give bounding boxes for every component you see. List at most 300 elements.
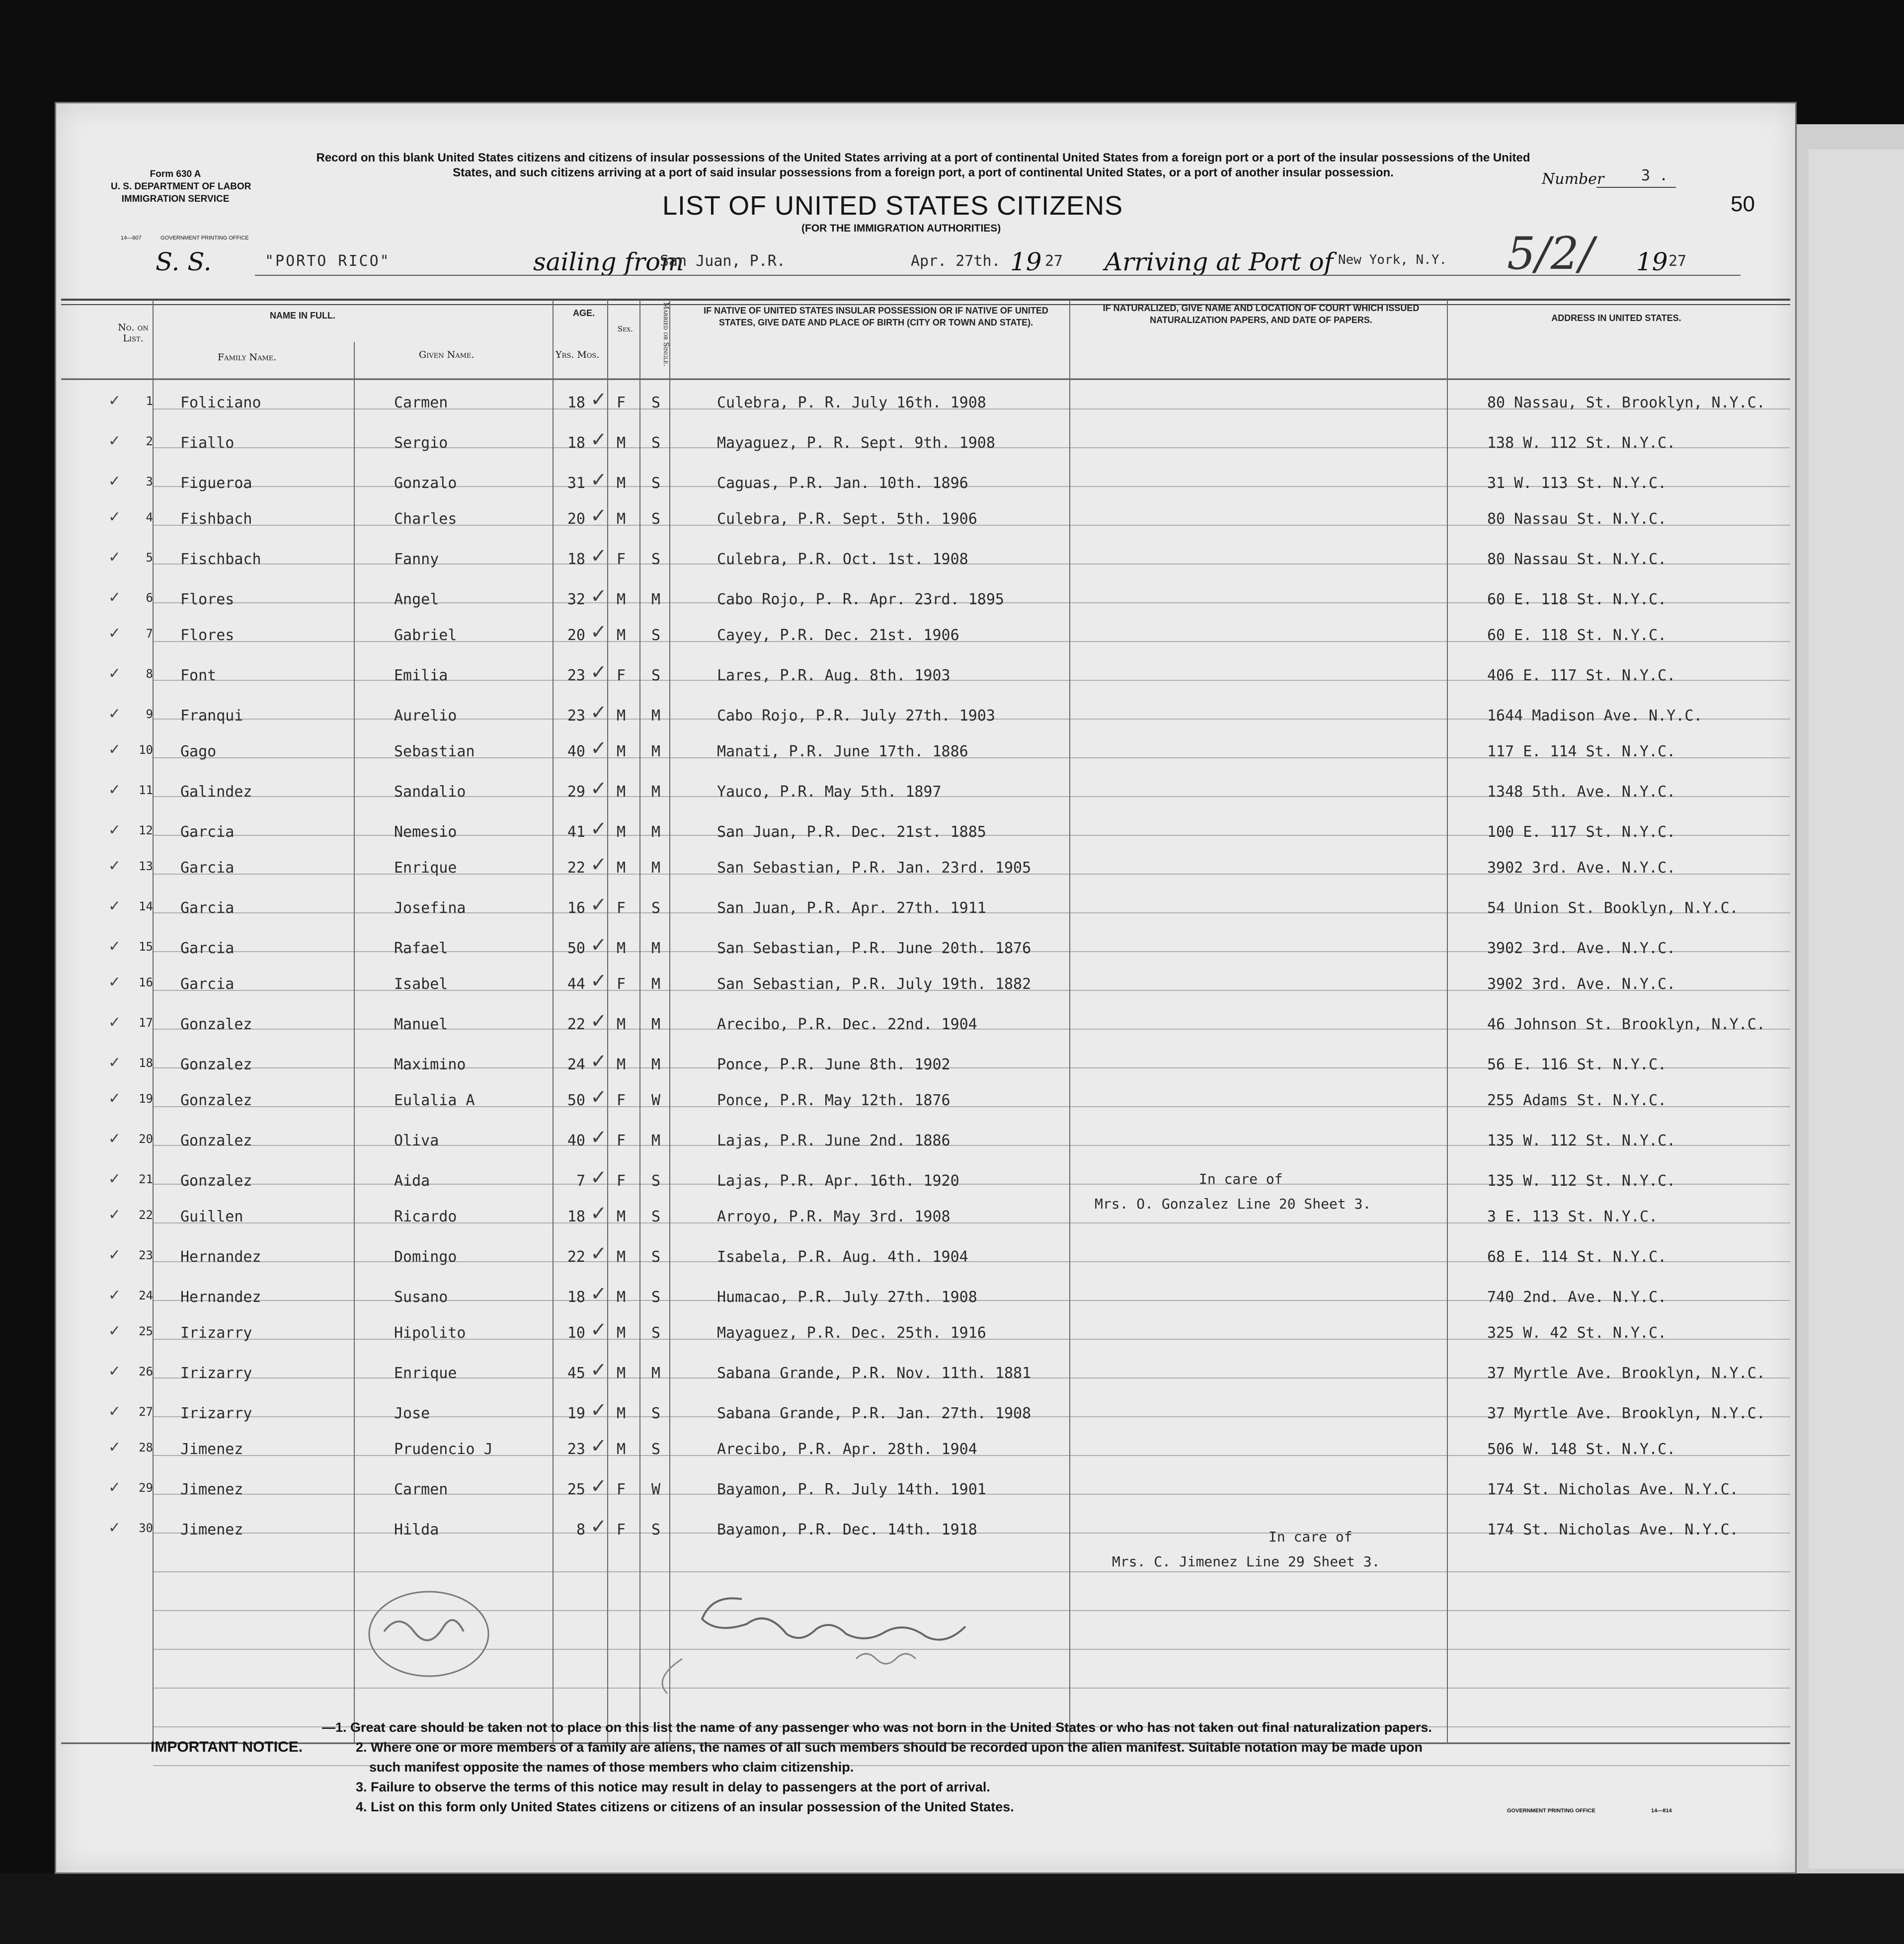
us-address: 56 E. 116 St. N.Y.C. [1487, 1056, 1667, 1073]
marital-status: M [651, 975, 661, 993]
age-check-mark-icon: ✓ [590, 737, 607, 760]
arriving-label: Arriving at Port of [1105, 247, 1334, 276]
row-tick-icon: ✓ [108, 473, 121, 490]
care-note-1-line1: In care of [1199, 1171, 1283, 1187]
age-check-mark-icon: ✓ [590, 853, 607, 876]
table-row [56, 388, 1795, 433]
marital-status: S [651, 1441, 661, 1458]
row-number: 7 [146, 627, 153, 641]
arrival-year: 27 [1668, 252, 1687, 270]
row-tick-icon: ✓ [108, 665, 121, 682]
row-number: 23 [139, 1248, 153, 1262]
form-service: IMMIGRATION SERVICE [121, 194, 230, 204]
record-instructions: Record on this blank United States citizens and citizens of insular possessions of the United States arriving at a port of continental United States from a foreign port or a port of the insular possessions of the United States, and such citizens arriving at a port of said insular possessions from a foreign port, a port of continental United States, or a port of another insular possession. [316, 151, 1530, 179]
given-name: Ricardo [394, 1208, 457, 1225]
row-tick-icon: ✓ [108, 1479, 121, 1496]
departure-port: San Juan, P.R. [660, 252, 786, 270]
age: 19 [567, 1405, 585, 1422]
age-check-mark-icon: ✓ [590, 1202, 607, 1225]
us-address: 3902 3rd. Ave. N.Y.C. [1487, 940, 1676, 957]
table-row [56, 1242, 1795, 1287]
table-row [56, 469, 1795, 513]
us-address: 37 Myrtle Ave. Brooklyn, N.Y.C. [1487, 1405, 1765, 1422]
birth-place-date: Sabana Grande, P.R. Nov. 11th. 1881 [717, 1365, 1031, 1382]
col-given-name: Given Name. [419, 349, 475, 360]
family-name: Hernandez [180, 1248, 261, 1266]
notice-gpo: GOVERNMENT PRINTING OFFICE [1507, 1808, 1595, 1814]
family-name: Franqui [180, 707, 243, 725]
age-check-mark-icon: ✓ [590, 1242, 607, 1265]
row-number: 11 [139, 783, 153, 797]
given-name: Hilda [394, 1521, 439, 1539]
age: 18 [567, 434, 585, 452]
given-name: Carmen [394, 1481, 448, 1498]
given-name: Charles [394, 510, 457, 528]
row-number: 19 [139, 1092, 153, 1106]
birth-place-date: San Sebastian, P.R. July 19th. 1882 [717, 975, 1031, 993]
age: 8 [576, 1521, 585, 1539]
sex: F [617, 1092, 626, 1109]
sex: M [617, 743, 626, 760]
age-check-mark-icon: ✓ [590, 1283, 607, 1305]
age-check-mark-icon: ✓ [590, 934, 607, 957]
age-check-mark-icon: ✓ [590, 817, 607, 840]
us-address: 80 Nassau, St. Brooklyn, N.Y.C. [1487, 394, 1765, 411]
sheet-number-label: Number [1542, 170, 1604, 188]
us-address: 60 E. 118 St. N.Y.C. [1487, 591, 1667, 608]
family-name: Gonzalez [180, 1056, 252, 1073]
marital-status: M [651, 859, 661, 877]
col-family-name: Family Name. [218, 352, 277, 363]
given-name: Emilia [394, 667, 448, 684]
row-tick-icon: ✓ [108, 1439, 121, 1456]
birth-place-date: Bayamon, P. R. July 14th. 1901 [717, 1481, 986, 1498]
family-name: Font [180, 667, 217, 684]
birth-place-date: Humacao, P.R. July 27th. 1908 [717, 1289, 977, 1306]
sex: M [617, 1056, 626, 1073]
family-name: Garcia [180, 823, 235, 841]
family-name: Irizarry [180, 1365, 252, 1382]
scan-bottom-strip [0, 1873, 1904, 1944]
family-name: Garcia [180, 859, 235, 877]
family-name: Flores [180, 591, 235, 608]
row-number: 14 [139, 899, 153, 913]
departure-date: Apr. 27th. [911, 252, 1001, 270]
sex: M [617, 510, 626, 528]
form-number: Form 630 A [150, 169, 201, 179]
family-name: Gonzalez [180, 1092, 252, 1109]
table-row [56, 934, 1795, 978]
row-tick-icon: ✓ [108, 1130, 121, 1147]
us-address: 174 St. Nicholas Ave. N.Y.C. [1487, 1521, 1739, 1539]
passenger-rows [56, 388, 1795, 1636]
row-tick-icon: ✓ [108, 857, 121, 875]
birth-place-date: Lares, P.R. Aug. 8th. 1903 [717, 667, 951, 684]
care-note-2-line1: In care of [1269, 1529, 1352, 1545]
page-edge-right-inner [1809, 149, 1904, 1868]
marital-status: S [651, 475, 661, 492]
us-address: 80 Nassau St. N.Y.C. [1487, 510, 1667, 528]
table-row [56, 1475, 1795, 1520]
age-check-mark-icon: ✓ [590, 1475, 607, 1498]
age-check-mark-icon: ✓ [590, 701, 607, 724]
age-check-mark-icon: ✓ [590, 1318, 607, 1341]
given-name: Maximino [394, 1056, 466, 1073]
birth-place-date: Bayamon, P.R. Dec. 14th. 1918 [717, 1521, 977, 1539]
age: 41 [567, 823, 585, 841]
row-tick-icon: ✓ [108, 821, 121, 839]
table-row [56, 1010, 1795, 1054]
birth-place-date: Culebra, P. R. July 16th. 1908 [717, 394, 986, 411]
col-married-single: Married or Single. [662, 302, 670, 367]
marital-status: S [651, 1172, 661, 1190]
notice-code: 14—814 [1651, 1808, 1672, 1814]
marital-status: S [651, 1324, 661, 1342]
sex: M [617, 707, 626, 725]
table-row [56, 585, 1795, 630]
birth-place-date: Ponce, P.R. June 8th. 1902 [717, 1056, 951, 1073]
table-row [56, 621, 1795, 665]
col-name-in-full: NAME IN FULL. [270, 311, 335, 321]
sex: M [617, 940, 626, 957]
birth-place-date: Lajas, P.R. Apr. 16th. 1920 [717, 1172, 959, 1190]
row-tick-icon: ✓ [108, 392, 121, 409]
age: 22 [567, 1248, 585, 1266]
given-name: Gabriel [394, 627, 457, 644]
sheet-number: 3 . [1641, 167, 1668, 184]
row-number: 17 [139, 1016, 153, 1030]
age: 29 [567, 783, 585, 801]
age: 10 [567, 1324, 585, 1342]
marital-status: S [651, 1405, 661, 1422]
table-row [56, 1359, 1795, 1403]
sex: M [617, 1016, 626, 1033]
marital-status: W [651, 1092, 661, 1109]
age: 23 [567, 667, 585, 684]
row-number: 26 [139, 1365, 153, 1378]
table-row [56, 777, 1795, 822]
marital-status: W [651, 1481, 661, 1498]
family-name: Hernandez [180, 1289, 261, 1306]
departure-year-prefix: 19 [1010, 247, 1042, 276]
birth-place-date: Manati, P.R. June 17th. 1886 [717, 743, 968, 760]
given-name: Eulalia A [394, 1092, 475, 1109]
row-number: 24 [139, 1289, 153, 1302]
col-yrs-mos: Yrs. Mos. [555, 349, 600, 360]
given-name: Isabel [394, 975, 448, 993]
age: 40 [567, 1132, 585, 1149]
family-name: Jimenez [180, 1521, 243, 1539]
birth-place-date: San Sebastian, P.R. June 20th. 1876 [717, 940, 1031, 957]
row-tick-icon: ✓ [108, 1090, 121, 1107]
family-name: Garcia [180, 899, 235, 917]
table-row [56, 504, 1795, 549]
table-row [56, 661, 1795, 706]
row-number: 12 [139, 823, 153, 837]
marital-status: S [651, 510, 661, 528]
marital-status: S [651, 551, 661, 568]
ss-label: S. S. [156, 247, 212, 276]
family-name: Garcia [180, 940, 235, 957]
sex: F [617, 394, 626, 411]
row-number: 20 [139, 1132, 153, 1146]
col-naturalized: IF NATURALIZED, GIVE NAME AND LOCATION OF COURT WHICH ISSUED NATURALIZATION PAPERS, AND DATE OF PAPERS. [1103, 303, 1420, 325]
age-check-mark-icon: ✓ [590, 1050, 607, 1073]
row-tick-icon: ✓ [108, 973, 121, 991]
notice-item-3: 3. Failure to observe the terms of this notice may result in delay to passengers at the port of arrival. [356, 1780, 990, 1794]
age-check-mark-icon: ✓ [590, 1435, 607, 1458]
table-row [56, 1050, 1795, 1095]
row-tick-icon: ✓ [108, 781, 121, 799]
us-address: 3902 3rd. Ave. N.Y.C. [1487, 975, 1676, 993]
marital-status: S [651, 1521, 661, 1539]
marital-status: M [651, 591, 661, 608]
given-name: Prudencio J [394, 1441, 493, 1458]
row-tick-icon: ✓ [108, 1170, 121, 1188]
table-row [56, 1399, 1795, 1444]
row-tick-icon: ✓ [108, 1014, 121, 1031]
us-address: 135 W. 112 St. N.Y.C. [1487, 1172, 1676, 1190]
marital-status: M [651, 1132, 661, 1149]
given-name: Aida [394, 1172, 430, 1190]
birth-place-date: Ponce, P.R. May 12th. 1876 [717, 1092, 951, 1109]
table-row [56, 737, 1795, 782]
form-code: 14—807 [121, 235, 142, 241]
row-number: 21 [139, 1172, 153, 1186]
sex: M [617, 1405, 626, 1422]
sex: M [617, 783, 626, 801]
given-name: Aurelio [394, 707, 457, 725]
us-address: 174 St. Nicholas Ave. N.Y.C. [1487, 1481, 1739, 1498]
us-address: 325 W. 42 St. N.Y.C. [1487, 1324, 1667, 1342]
row-tick-icon: ✓ [108, 625, 121, 642]
us-address: 1348 5th. Ave. N.Y.C. [1487, 783, 1676, 801]
notice-label: IMPORTANT NOTICE. [151, 1739, 303, 1755]
age: 24 [567, 1056, 585, 1073]
col-no: No. on List. [118, 322, 149, 344]
age: 20 [567, 510, 585, 528]
row-number: 3 [146, 475, 153, 488]
us-address: 135 W. 112 St. N.Y.C. [1487, 1132, 1676, 1149]
marital-status: M [651, 823, 661, 841]
us-address: 1644 Madison Ave. N.Y.C. [1487, 707, 1703, 725]
given-name: Manuel [394, 1016, 448, 1033]
given-name: Hipolito [394, 1324, 466, 1342]
age-check-mark-icon: ✓ [590, 1010, 607, 1033]
form-department: U. S. DEPARTMENT OF LABOR [111, 181, 251, 192]
birth-place-date: Culebra, P.R. Sept. 5th. 1906 [717, 510, 977, 528]
birth-place-date: Cayey, P.R. Dec. 21st. 1906 [717, 627, 959, 644]
sex: F [617, 1481, 626, 1498]
family-name: Fishbach [180, 510, 252, 528]
sex: F [617, 975, 626, 993]
age-check-mark-icon: ✓ [590, 777, 607, 800]
sex: M [617, 859, 626, 877]
table-row [56, 853, 1795, 898]
given-name: Josefina [394, 899, 466, 917]
age: 18 [567, 394, 585, 411]
age: 22 [567, 859, 585, 877]
family-name: Gonzalez [180, 1132, 252, 1149]
age: 25 [567, 1481, 585, 1498]
table-row [56, 428, 1795, 473]
us-address: 80 Nassau St. N.Y.C. [1487, 551, 1667, 568]
age: 18 [567, 1208, 585, 1225]
sex: F [617, 1521, 626, 1539]
given-name: Susano [394, 1289, 448, 1306]
table-row [56, 1166, 1795, 1211]
row-number: 1 [146, 394, 153, 408]
sailing-from-label: sailing from [533, 247, 684, 276]
family-name: Irizarry [180, 1405, 252, 1422]
table-row [56, 1283, 1795, 1327]
table-row [56, 1126, 1795, 1171]
row-number: 29 [139, 1481, 153, 1495]
family-name: Gonzalez [180, 1016, 252, 1033]
departure-year: 27 [1045, 252, 1063, 270]
row-tick-icon: ✓ [108, 741, 121, 758]
birth-place-date: San Sebastian, P.R. Jan. 23rd. 1905 [717, 859, 1031, 877]
arrival-date-handwritten: 5/2/ [1507, 228, 1594, 280]
col-sex: Sex. [618, 324, 633, 333]
row-number: 15 [139, 940, 153, 954]
sex: M [617, 1248, 626, 1266]
care-note-1-line2: Mrs. O. Gonzalez Line 20 Sheet 3. [1095, 1196, 1371, 1212]
given-name: Enrique [394, 859, 457, 877]
birth-place-date: Cabo Rojo, P. R. Apr. 23rd. 1895 [717, 591, 1004, 608]
ship-name: "PORTO RICO" [265, 252, 391, 270]
given-name: Rafael [394, 940, 448, 957]
marital-status: S [651, 667, 661, 684]
manifest-sheet [55, 102, 1797, 1874]
age: 40 [567, 743, 585, 760]
arrival-port: New York, N.Y. [1338, 252, 1447, 267]
row-tick-icon: ✓ [108, 589, 121, 606]
age: 16 [567, 899, 585, 917]
given-name: Enrique [394, 1365, 457, 1382]
sex: F [617, 551, 626, 568]
family-name: Gonzalez [180, 1172, 252, 1190]
table-row [56, 817, 1795, 862]
row-number: 10 [139, 743, 153, 757]
us-address: 406 E. 117 St. N.Y.C. [1487, 667, 1676, 684]
marital-status: M [651, 707, 661, 725]
age-check-mark-icon: ✓ [590, 970, 607, 992]
family-name: Galindez [180, 783, 252, 801]
us-address: 60 E. 118 St. N.Y.C. [1487, 627, 1667, 644]
us-address: 3902 3rd. Ave. N.Y.C. [1487, 859, 1676, 877]
marital-status: S [651, 434, 661, 452]
age: 50 [567, 1092, 585, 1109]
row-tick-icon: ✓ [108, 1287, 121, 1304]
arrival-year-prefix: 19 [1636, 247, 1668, 276]
age-check-mark-icon: ✓ [590, 1086, 607, 1109]
birth-place-date: Yauco, P.R. May 5th. 1897 [717, 783, 942, 801]
notice-item-4: 4. List on this form only United States citizens or citizens of an insular possession of the United States. [356, 1799, 1014, 1814]
row-number: 16 [139, 975, 153, 989]
table-row [56, 701, 1795, 746]
family-name: Gago [180, 743, 217, 760]
row-number: 8 [146, 667, 153, 681]
age-check-mark-icon: ✓ [590, 1359, 607, 1381]
row-tick-icon: ✓ [108, 1403, 121, 1420]
table-row [56, 1086, 1795, 1131]
table-row [56, 970, 1795, 1014]
family-name: Guillen [180, 1208, 243, 1225]
care-note-2-line2: Mrs. C. Jimenez Line 29 Sheet 3. [1112, 1553, 1380, 1570]
sex: M [617, 823, 626, 841]
sex: F [617, 1172, 626, 1190]
birth-place-date: Arecibo, P.R. Apr. 28th. 1904 [717, 1441, 977, 1458]
age: 45 [567, 1365, 585, 1382]
birth-place-date: Caguas, P.R. Jan. 10th. 1896 [717, 475, 968, 492]
age: 23 [567, 707, 585, 725]
table-row [56, 1515, 1795, 1560]
us-address: 37 Myrtle Ave. Brooklyn, N.Y.C. [1487, 1365, 1765, 1382]
row-tick-icon: ✓ [108, 549, 121, 566]
birth-place-date: Arecibo, P.R. Dec. 22nd. 1904 [717, 1016, 977, 1033]
given-name: Fanny [394, 551, 439, 568]
sex: F [617, 899, 626, 917]
us-address: 3 E. 113 St. N.Y.C. [1487, 1208, 1658, 1225]
marital-status: M [651, 1365, 661, 1382]
sex: M [617, 627, 626, 644]
age-check-mark-icon: ✓ [590, 585, 607, 608]
row-number: 13 [139, 859, 153, 873]
given-name: Carmen [394, 394, 448, 411]
voyage-underline [255, 275, 1741, 276]
family-name: Flores [180, 627, 235, 644]
family-name: Jimenez [180, 1481, 243, 1498]
marital-status: M [651, 743, 661, 760]
row-number: 28 [139, 1441, 153, 1455]
age: 7 [576, 1172, 585, 1190]
sex: M [617, 591, 626, 608]
row-tick-icon: ✓ [108, 1054, 121, 1071]
row-number: 9 [146, 707, 153, 721]
notice-item-2: 2. Where one or more members of a family are aliens, the names of all such members should be recorded upon the alien manifest. Suitable notation may be made upon [356, 1740, 1423, 1755]
age-check-mark-icon: ✓ [590, 893, 607, 916]
given-name: Sebastian [394, 743, 475, 760]
marital-status: M [651, 940, 661, 957]
row-number: 30 [139, 1521, 153, 1535]
sex: M [617, 475, 626, 492]
age: 18 [567, 551, 585, 568]
row-tick-icon: ✓ [108, 1519, 121, 1537]
marital-status: S [651, 1208, 661, 1225]
notice-item-1: —1. Great care should be taken not to place on this list the name of any passenger who was not born in the United States or who has not taken out final naturalization papers. [322, 1720, 1432, 1735]
family-name: Figueroa [180, 475, 252, 492]
col-address: ADDRESS IN UNITED STATES. [1551, 313, 1681, 323]
age: 31 [567, 475, 585, 492]
age: 23 [567, 1441, 585, 1458]
form-gpo: GOVERNMENT PRINTING OFFICE [160, 235, 249, 241]
table-row [56, 1435, 1795, 1479]
birth-place-date: Cabo Rojo, P.R. July 27th. 1903 [717, 707, 995, 725]
given-name: Oliva [394, 1132, 439, 1149]
given-name: Sandalio [394, 783, 466, 801]
sex: M [617, 1208, 626, 1225]
marital-status: S [651, 394, 661, 411]
row-tick-icon: ✓ [108, 1246, 121, 1264]
given-name: Domingo [394, 1248, 457, 1266]
row-tick-icon: ✓ [108, 897, 121, 915]
row-tick-icon: ✓ [108, 938, 121, 955]
age-check-mark-icon: ✓ [590, 469, 607, 491]
row-number: 27 [139, 1405, 153, 1419]
age: 44 [567, 975, 585, 993]
table-row [56, 1318, 1795, 1363]
